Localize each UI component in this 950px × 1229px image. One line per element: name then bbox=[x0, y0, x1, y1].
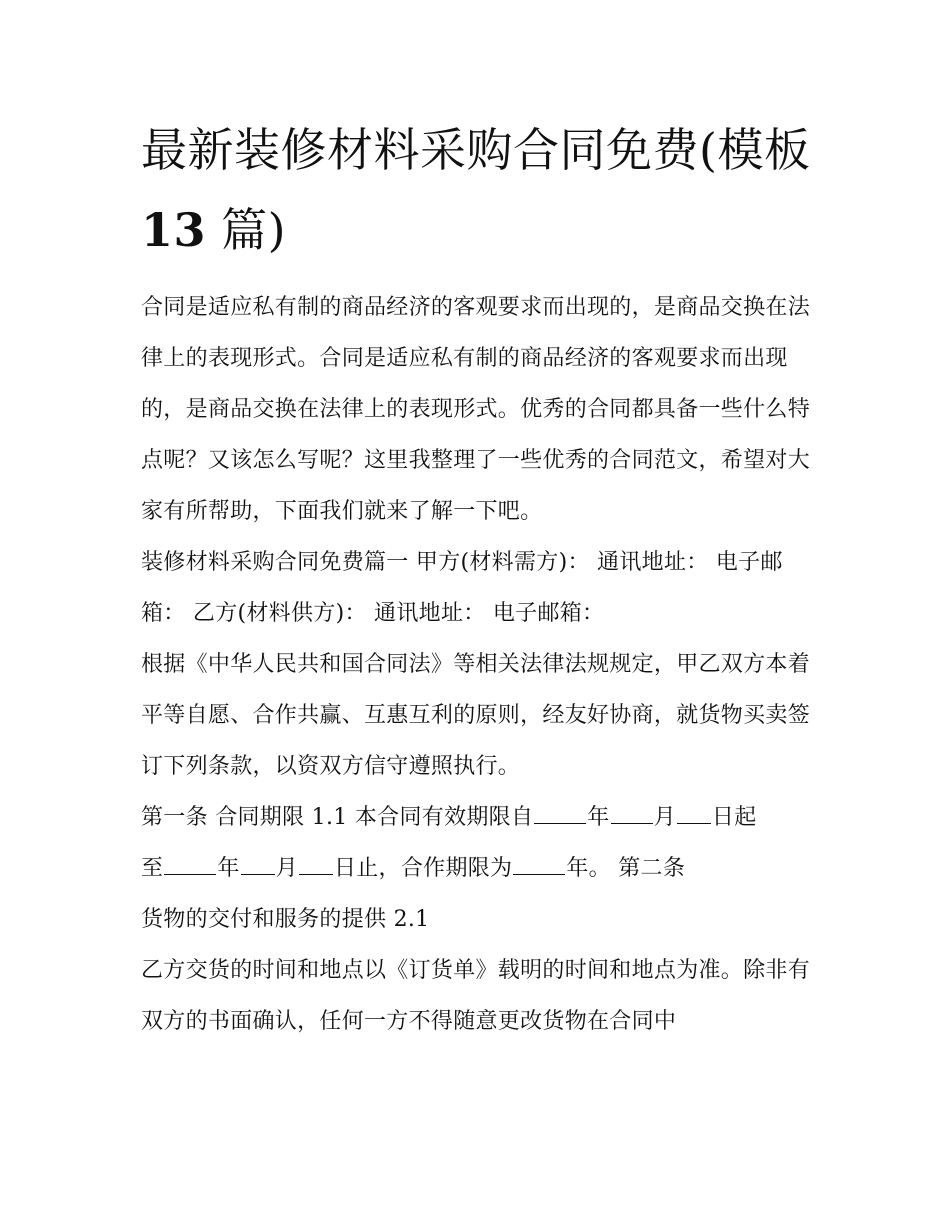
blank-line bbox=[299, 854, 333, 875]
document-body bbox=[141, 110, 813, 1047]
article2-paragraph: 乙方交货的时间和地点以《订货单》载明的时间和地点为准。除非有双方的书面确认，任何一方不得随意更改货物在合同中 bbox=[141, 958, 811, 1034]
blank-line bbox=[164, 854, 216, 875]
blank-line bbox=[534, 803, 586, 824]
article1-text: 年 bbox=[217, 856, 240, 881]
title-text-part1: 最新装修材料采购合同免费(模板 bbox=[141, 123, 811, 177]
blank-line bbox=[677, 803, 711, 824]
title-number: 13 bbox=[141, 203, 207, 257]
blank-line bbox=[241, 854, 275, 875]
intro-paragraph: 合同是适应私有制的商品经济的客观要求而出现的，是商品交换在法律上的表现形式。合同是适应私有制的商品经济的客观要求而出现的，是商品交换在法律上的表现形式。优秀的合同都具备一些什么特点呢？又该怎么写呢？这里我整理了一些优秀的合同范文，希望对大家有所帮助，下面我们就来了解一下吧。 bbox=[141, 295, 811, 524]
article1-text: 年。 第二条 bbox=[566, 856, 686, 881]
blank-line bbox=[513, 854, 565, 875]
article1-text: 日止，合作期限为 bbox=[333, 856, 513, 881]
article1-text: 月 bbox=[653, 805, 676, 830]
blank-line bbox=[611, 803, 653, 824]
basis-paragraph: 根据《中华人民共和国合同法》等相关法律法规规定，甲乙双方本着平等自愿、合作共赢、互惠互利的原则，经友好协商，就货物买卖签订下列条款，以资双方信守遵照执行。 bbox=[141, 652, 811, 779]
article2-heading: 货物的交付和服务的提供 2.1 bbox=[141, 907, 430, 932]
article1-text: 月 bbox=[275, 856, 298, 881]
article1-text: 第一条 合同期限 1.1 本合同有效期限自 bbox=[141, 805, 534, 830]
article1-line2 bbox=[141, 843, 813, 894]
article1-paragraph bbox=[141, 792, 813, 894]
article1-line1 bbox=[141, 792, 813, 843]
article1-text: 日起 bbox=[711, 805, 757, 830]
title-text-part2: 篇) bbox=[206, 203, 287, 257]
article1-text: 至 bbox=[141, 856, 164, 881]
parties-paragraph: 装修材料采购合同免费篇一 甲方(材料需方)： 通讯地址： 电子邮箱： 乙方(材料供方)： 通讯地址： 电子邮箱： bbox=[141, 550, 783, 626]
document-title bbox=[141, 110, 813, 270]
article1-text: 年 bbox=[587, 805, 610, 830]
